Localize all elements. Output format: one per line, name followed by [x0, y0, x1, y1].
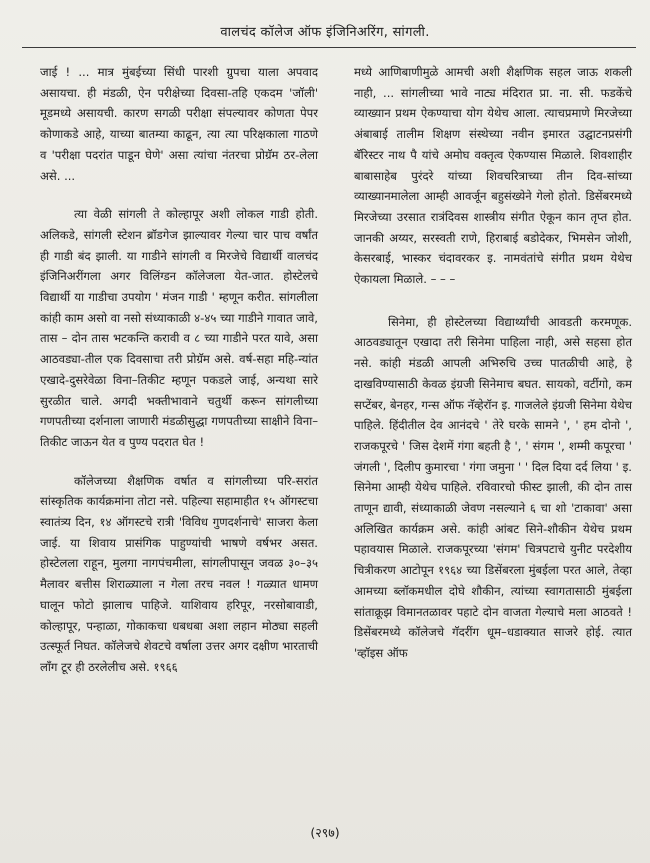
right-paragraph-2: सिनेमा, ही होस्टेलच्या विद्यार्थ्यांची आवडती करमणूक. आठवड्यातून एखादा तरी सिनेमा पाहिला नाही, असे सहसा होत नसे. कांही मंडळी आपली अभिरुचि उच्च पातळीची आहे, हे दाखविण्यासाठी केवळ इंग्रजी सिनेमाच बघत. सायको, वर्टीगो, कम सप्टेंबर, बेनहर, गन्स ऑफ नॅव्हेरॉन इ. गाजलेले इंग्रजी सिनेमा येथेच पाहिले. हिंदीतील देव आनंदचे ' तेरे घरके सामने ', ' हम दोनो ', राजकपूरचे ' जिस देशमें गंगा बहती है ', ' संगम ', शम्मी कपूरचा ' जंगली ', दिलीप कुमारचा ' गंगा जमुना ' ' दिल दिया दर्द लिया ' इ. सिनेमा आम्ही येथेच पाहिले. रविवारचो फीस्ट झाली, की दोन तास ताणून द्यावी, संध्याकाळी जेवण नसल्याने ६ चा शो 'टाकावा' असा अलिखित कार्यक्रम असे. कांही आंबट सिने-शौकीन येथेच प्रथम पहावयास मिळाले. राजकपूरच्या 'संगम' चित्रपटाचे युनीट परदेशीय चित्रीकरण आटोपून १९६४ च्या डिसेंबरला मुंबईला परत आले, तेव्हा आमच्या ब्लॉकमधील दोघे शौकीन, त्यांच्या स्वागतासाठी मुंबईला सांताक्रूझ विमानतळावर पहाटे दोन वाजता गेल्याचे मला आठवते ! डिसेंबरमध्ये कॉलेजचे गॅदरींग धूम–धडाक्यात साजरे होई. त्यात 'व्हॉइस ऑफ [354, 314, 632, 660]
left-paragraph-1: जाई ! ... मात्र मुंबईच्या सिंधी पारशी ग्रुपचा याला अपवाद असायचा. ही मंडळी, ऐन परीक्षेच्या दिवसा-तहि एकदम 'जॉली' मूडमध्ये असायची. कारण सगळी परीक्षा संपल्यावर कोणता पेपर कोणाकडे आहे, याच्या बातम्या काढून, त्या त्या परिक्षकाला गाठणे व 'परीक्षा पदरांत पाडून घेणे' असा त्यांचा नंतरचा प्रोग्रॅम ठर-लेला असे. ... [40, 65, 318, 183]
left-column [40, 62, 318, 678]
header-divider [22, 47, 636, 48]
left-paragraph-3: कॉलेजच्या शैक्षणिक वर्षात व सांगलीच्या परि-सरांत सांस्कृतिक कार्यक्रमांना तोटा नसे. पहिल्या सहामाहीत १५ ऑगस्टचा स्वातंत्र्य दिन, १४ ऑगस्टचे रात्री 'विविध गुणदर्शनाचे' साजरा केला जाई. या शिवाय प्रासंगिक पाहुण्यांची भाषणे वर्षभर असत. होस्टेलला राहून, मुलगा नागपंचमीला, सांगलीपासून जवळ ३०–३५ मैलावर बत्तीस शिराळ्याला न गेला तरच नवल ! गळ्यात धामण घालून फोटो झालाच पाहिजे. याशिवाय हरिपूर, नरसोबावाडी, कोल्हापूर, पन्हाळा, गोकाकचा धबधबा अशा लहान मोठ्या सहली उत्स्फूर्त निघत. कॉलेजचे शेवटचे वर्षाला उत्तर अगर दक्षीण भारताची लॉंग टूर ही ठरलेलीच असे. १९६६ [40, 473, 318, 674]
right-column [354, 62, 632, 664]
page-header-title: वालचंद कॉलेज ऑफ इंजिनिअरिंग, सांगली. [220, 25, 430, 40]
right-paragraph-1: मध्ये आणिबाणीमुळे आमची अशी शैक्षणिक सहल जाऊ शकली नाही, ... सांगलीच्या भावे नाट्य मंदिरात प्रा. ना. सी. फडकेंचे व्याख्यान प्रथम ऐकण्याचा योग येथेच आला. त्याचप्रमाणे मिरजेच्या अंबाबाई तालीम शिक्षण संस्थेच्या नवीन इमारत उद्घाटनप्रसंगी बॅरिस्टर नाथ पै यांचे अमोघ वक्तृत्व ऐकण्यास मिळाले. शिवशाहीर बाबासाहेब पुरंदरे यांच्या शिवचरित्राच्या तीन दिव-सांच्या व्याख्यानमालेला आम्ही आवर्जून बहुसंख्येने गेलो होतो. डिसेंबरमध्ये मिरजेच्या उरसात रात्रंदिवस शास्त्रीय संगीत ऐकून कान तृप्त होत. जानकी अय्यर, सरस्वती राणे, हिराबाई बडोदेकर, भिमसेन जोशी, केसरबाई, भास्कर चंदावरकर इ. नामवंतांचे संगीत प्रथम येथेच ऐकायला मिळाले. – – – [354, 65, 632, 287]
page-number: (२९७) [310, 825, 340, 840]
left-paragraph-2: त्या वेळी सांगली ते कोल्हापूर अशी लोकल गाडी होती. अलिकडे, सांगली स्टेशन ब्रॉडगेज झाल्यावर गेल्या चार पाच वर्षांत ही गाडी बंद झाली. या गाडीने सांगली व मिरजेचे विद्यार्थी वालचंद इंजिनिअरींगला अगर विलिंग्डन कॉलेजला येत-जात. होस्टेलचे विद्यार्थी या गाडीचा उपयोग ' मंजन गाडी ' म्हणून करीत. सांगलीला कांही काम असो वा नसो संध्याकाळी ४-४५ च्या गाडीने गावात जावे, तास – दोन तास भटकन्ति करावी व ८ च्या गाडीने परत यावे, असा आठवड्या-तील एक दिवसाचा तरी प्रोग्रॅम असे. वर्ष-सहा महि-न्यांत एखादे-दुसरेवेळा विना–तिकीट म्हणून पकडले जाई, अन्यथा सारे सुरळीत चाले. अगदी भक्तीभावाने चतुर्थी करून सांगलीच्या गणपतीच्या दर्शनाला जाणारी मंडळीसुद्धा गणपतीच्या साक्षीने विना–तिकीट जाऊन येत व पुण्य पदरात घेत ! [40, 207, 318, 449]
